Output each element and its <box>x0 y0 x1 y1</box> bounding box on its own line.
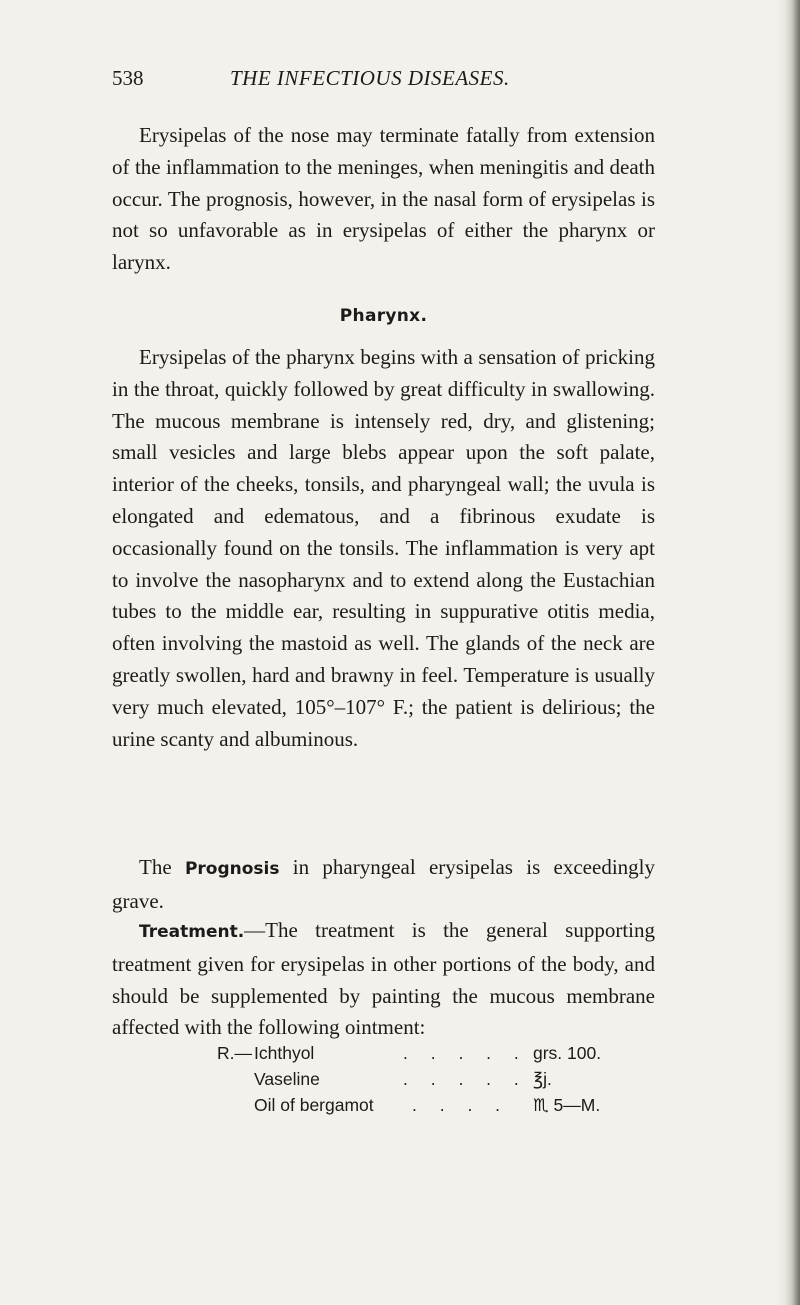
ingredient-name: Oil of bergamot <box>254 1095 374 1115</box>
paragraph-prognosis <box>112 852 655 918</box>
paragraph-text: Erysipelas of the nose may terminate fatally from extension of the inflammation to the meninges, when meningitis and death occur. The prognosis, however, in the nasal form of erysipelas is not so unfavorable as in erysipelas of either the pharynx or larynx. <box>112 123 655 275</box>
page-edge-shadow <box>776 0 786 1305</box>
ingredient-amount: ℥j. <box>533 1069 552 1089</box>
ingredient-name: Ichthyol <box>254 1043 315 1063</box>
rx-label: R.— <box>217 1043 252 1063</box>
paragraph-nose-prognosis <box>112 120 655 279</box>
prescription-item <box>217 1043 647 1069</box>
treatment-label: Treatment. <box>139 922 245 942</box>
prognosis-lead: The <box>139 855 185 879</box>
treatment-rest: —The treatment is the general supporting treatment given for erysipelas in other portions of the body, and should be supplemented by painting the mucous membrane affected with the following ointment: <box>112 918 655 1040</box>
leader-dots: . . . . . <box>403 1043 528 1063</box>
prognosis-label: Prognosis <box>184 859 280 879</box>
leader-dots: . . . . <box>412 1095 510 1115</box>
prescription-item <box>217 1095 647 1121</box>
prescription <box>217 1043 647 1121</box>
paragraph-text <box>112 915 655 1044</box>
running-head: THE INFECTIOUS DISEASES. <box>230 66 510 90</box>
page-header <box>112 66 672 96</box>
ingredient-amount: grs. 100. <box>533 1043 602 1063</box>
ingredient-name: Vaseline <box>254 1069 320 1089</box>
ingredient-amount: ♏ 5—M. <box>533 1095 601 1115</box>
paragraph-text: Erysipelas of the pharynx begins with a sensation of pricking in the throat, quickly followed by great difficulty in swallowing. The mucous membrane is intensely red, dry, and glistening; small vesicles and large blebs appear upon the soft palate, interior of the cheeks, tonsils, and pharyngeal wall; the uvula is elongated and edematous, and a fibrinous exudate is occasionally found on the tonsils. The inflammation is very apt to involve the nasopharynx and to extend along the Eustachian tubes to the middle ear, resulting in suppurative otitis media, often involving the mastoid as well. The glands of the neck are greatly swollen, hard and brawny in feel. Temperature is usually very much elevated, 105°–107° F.; the patient is delirious; the urine scanty and albuminous. <box>112 345 655 751</box>
page-number: 538 <box>112 66 144 90</box>
prognosis-rest: in pharyngeal erysipelas is exceedingly grave. <box>112 855 655 913</box>
paragraph-treatment <box>112 915 655 1044</box>
section-heading: Pharynx. <box>339 306 428 326</box>
paragraph-text <box>112 852 655 918</box>
paragraph-pharynx-symptoms <box>112 342 655 755</box>
leader-dots: . . . . . <box>403 1069 528 1089</box>
page-edge <box>786 0 800 1305</box>
prescription-item <box>217 1069 647 1095</box>
